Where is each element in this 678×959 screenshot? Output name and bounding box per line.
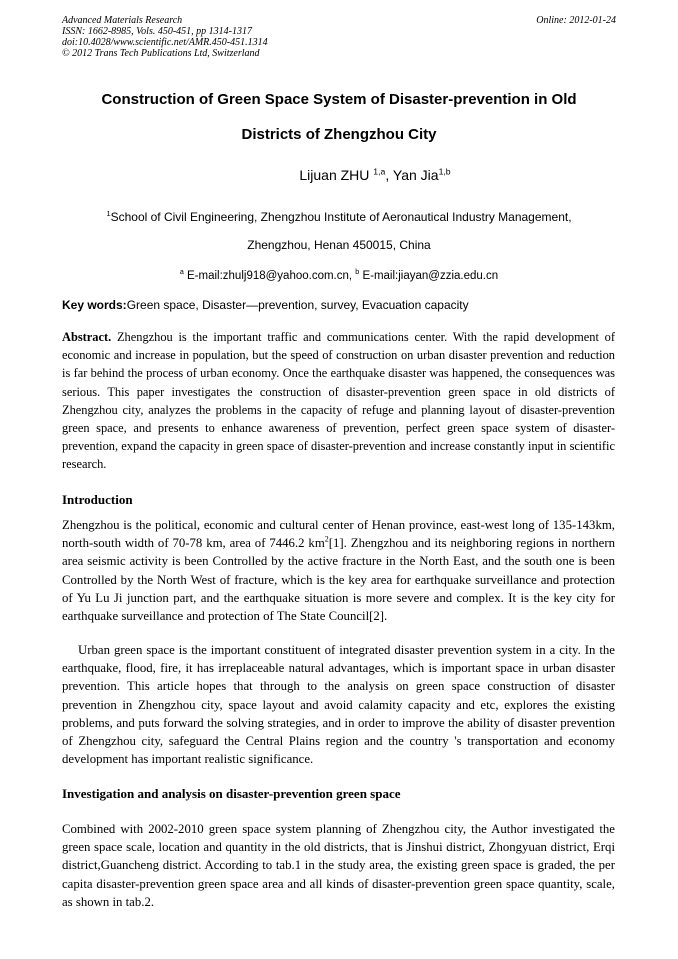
abstract <box>62 328 615 474</box>
author-2-affil: 1,b <box>438 166 451 177</box>
header-meta <box>62 15 268 59</box>
copyright-line: © 2012 Trans Tech Publications Ltd, Switzerland <box>62 48 260 59</box>
doi-line: doi:10.4028/www.scientific.net/AMR.450-451.1314 <box>62 37 268 48</box>
online-date: Online: 2012-01-24 <box>536 15 616 26</box>
affiliation-line2: Zhengzhou, Henan 450015, China <box>247 238 431 252</box>
paper-title-line2: Districts of Zhengzhou City <box>241 126 437 143</box>
email-marker-b: b <box>355 268 360 277</box>
email-b: E-mail:jiayan@zzia.edu.cn <box>359 270 499 282</box>
email-marker-a: a <box>179 268 184 277</box>
intro-p1-text: Zhengzhou is the political, economic and cultural center of Henan province, east-west long of 135-143km, north-south width of 70-78 km, area of 7446.2 km <box>62 518 615 551</box>
issn-line: ISSN: 1662-8985, Vols. 450-451, pp 1314-1317 <box>62 26 252 37</box>
intro-paragraph-2: Urban green space is the important constituent of integrated disaster prevention system in a city. In the earthquake, flood, fire, it has irreplaceable natural advantages, which is important space in urban disaster prevention. This article hopes that through to the analysis on green space construction of disaster prevention in Zhengzhou city, space layout and avoid calamity capacity and etc, explores the existing problems, and puts forward the solving strategies, and in order to improve the ability of disaster prevention of Zhengzhou city, safeguard the Central Plains region and the country 's transportation and economy development has important realistic significance. <box>62 643 615 767</box>
keywords-text: Green space, Disaster—prevention, survey, Evacuation capacity <box>126 298 469 312</box>
author-1-affil: 1,a <box>373 166 386 177</box>
intro-p1-text-cont: [1]. Zhengzhou and its neighboring regions in northern area seismic activity is been Controlled by the active fracture in the North East, and the south one is been Controlled by the North West of fracture, which is the key area for earthquake surveillance and protection of Yu Lu Ji junction part, and the earthquake situation is more severe and complex. It is the key city for earthquake surveillance and protection of The State Council[2]. <box>62 536 615 624</box>
email-a: E-mail:zhulj918@yahoo.com.cn, <box>183 270 356 282</box>
area-unit-superscript: 2 <box>324 534 329 544</box>
section-heading-introduction: Introduction <box>62 492 133 507</box>
affiliation-line1 <box>62 210 616 224</box>
author-1-name: Lijuan ZHU <box>299 167 374 183</box>
author-group <box>299 167 450 183</box>
author-list <box>62 167 616 183</box>
author-separator: , <box>385 167 393 183</box>
intro-paragraph-1 <box>62 516 615 625</box>
author-2-name: Yan Jia <box>392 167 439 183</box>
paper-title-line1: Construction of Green Space System of Disaster-prevention in Old <box>101 91 577 108</box>
investigation-paragraph-1: Combined with 2002-2010 green space system planning of Zhengzhou city, the Author investigated the green space scale, location and quantity in the old districts, that is Jinshui district, Zhongyuan district, Erqi district,Guancheng district. According to tab.1 in the study area, the existing green space is graded, the per capita disaster-prevention green space area and all kinds of disaster-prevention green space quantity, scale, as shown in tab.2. <box>62 822 615 909</box>
journal-name: Advanced Materials Research <box>62 15 183 26</box>
abstract-label: Abstract. <box>62 330 112 344</box>
keywords <box>62 298 469 312</box>
keywords-label: Key words: <box>62 298 127 312</box>
section-heading-investigation: Investigation and analysis on disaster-prevention green space <box>62 786 401 801</box>
affiliation-marker: 1 <box>106 209 111 218</box>
affiliation-text: School of Civil Engineering, Zhengzhou Institute of Aeronautical Industry Management, <box>110 210 572 224</box>
email-line <box>62 270 616 282</box>
abstract-text: Zhengzhou is the important traffic and communications center. With the rapid development of economic and increase in population, but the speed of construction on urban disaster prevention and reduction is far behind the process of urban economy. Once the earthquake disaster was happened, the consequences was serious. This paper investigates the construction of disaster-prevention green space in old districts of Zhengzhou city, analyzes the problems in the capacity of refuge and planning layout of disaster-prevention green space, and presents to enhance awareness of prevention, perfect green space system of disaster-prevention, expand the capacity in green space of disaster-prevention and increase constantly input in scientific research. <box>62 330 615 472</box>
